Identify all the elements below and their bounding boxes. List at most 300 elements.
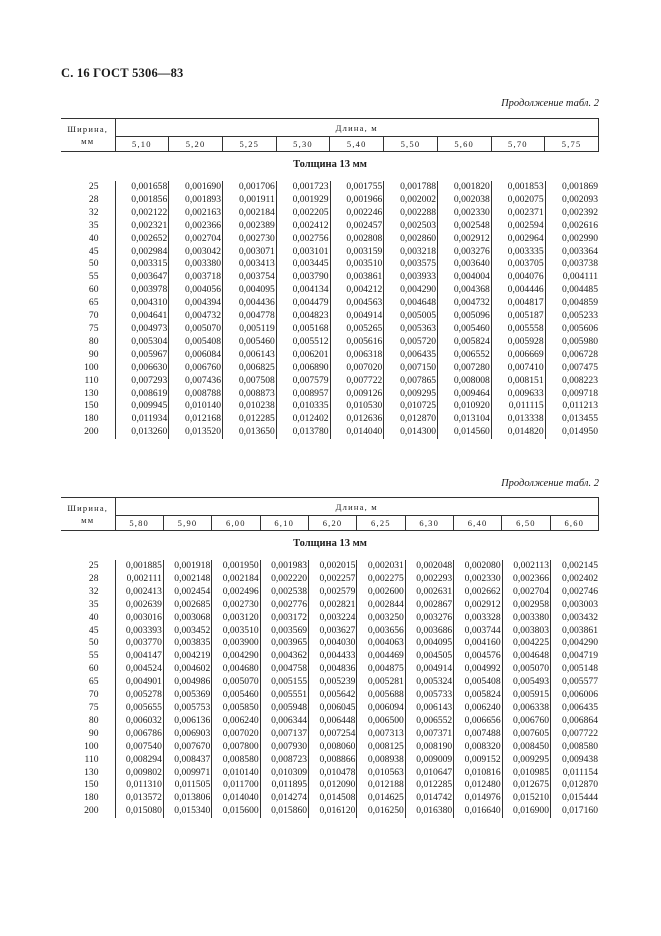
mass-value: 0,004817 xyxy=(491,297,545,310)
mass-value: 0,007930 xyxy=(260,741,308,754)
mass-value: 0,002548 xyxy=(438,220,492,233)
mass-value: 0,006344 xyxy=(260,715,308,728)
length-value: 5,75 xyxy=(545,137,599,152)
mass-value: 0,002371 xyxy=(491,207,545,220)
mass-value: 0,003218 xyxy=(384,246,438,259)
mass-value: 0,008580 xyxy=(212,754,260,767)
mass-value: 0,004095 xyxy=(405,637,453,650)
width-value: 60 xyxy=(88,663,99,675)
mass-value: 0,003315 xyxy=(115,258,169,271)
mass-value: 0,008190 xyxy=(405,741,453,754)
mass-value: 0,002958 xyxy=(502,599,550,612)
mass-value: 0,004641 xyxy=(115,310,169,323)
table-block-1 xyxy=(61,118,599,438)
continuation-note-1: Продолжение табл. 2 xyxy=(501,98,599,109)
length-value: 6,50 xyxy=(502,516,550,531)
mass-value: 0,002867 xyxy=(405,599,453,612)
mass-value: 0,004290 xyxy=(212,650,260,663)
mass-value: 0,003754 xyxy=(223,271,277,284)
table-row xyxy=(61,728,599,741)
length-value: 6,40 xyxy=(453,516,501,531)
mass-value: 0,004602 xyxy=(163,663,211,676)
mass-value: 0,006552 xyxy=(405,715,453,728)
mass-value: 0,002496 xyxy=(212,586,260,599)
mass-value: 0,003770 xyxy=(115,637,163,650)
table-row xyxy=(61,741,599,754)
mass-value: 0,009945 xyxy=(115,400,169,413)
mass-value: 0,007579 xyxy=(276,375,330,388)
mass-value: 0,006825 xyxy=(223,362,277,375)
mass-value: 0,002163 xyxy=(169,207,223,220)
mass-value: 0,002844 xyxy=(357,599,405,612)
mass-value: 0,014274 xyxy=(260,792,308,805)
width-value: 65 xyxy=(88,676,99,688)
mass-value: 0,004219 xyxy=(163,650,211,663)
mass-value: 0,001856 xyxy=(115,194,169,207)
mass-value: 0,008938 xyxy=(357,754,405,767)
mass-value: 0,001929 xyxy=(276,194,330,207)
mass-value: 0,003705 xyxy=(491,258,545,271)
mass-value: 0,005688 xyxy=(357,689,405,702)
mass-value: 0,003364 xyxy=(545,246,599,259)
mass-value: 0,003569 xyxy=(260,625,308,638)
mass-value: 0,002704 xyxy=(502,586,550,599)
mass-value: 0,001690 xyxy=(169,181,223,194)
mass-value: 0,002912 xyxy=(454,599,502,612)
length-header: Длина, м xyxy=(115,498,599,516)
length-value: 5,40 xyxy=(330,137,384,152)
width-value: 40 xyxy=(88,232,99,244)
mass-value: 0,006448 xyxy=(309,715,357,728)
mass-value: 0,006500 xyxy=(357,715,405,728)
width-value: 150 xyxy=(84,400,99,412)
mass-value: 0,002288 xyxy=(384,207,438,220)
mass-value: 0,015860 xyxy=(260,805,308,818)
mass-value: 0,004433 xyxy=(309,650,357,663)
table-1-body xyxy=(61,181,599,439)
mass-value: 0,006903 xyxy=(163,728,211,741)
mass-value: 0,009633 xyxy=(491,388,545,401)
thickness-label: Толщина 13 мм xyxy=(293,538,367,549)
mass-value: 0,001869 xyxy=(545,181,599,194)
mass-value: 0,005233 xyxy=(545,310,599,323)
table-row xyxy=(61,625,599,638)
length-value: 6,00 xyxy=(212,516,260,531)
mass-value: 0,002330 xyxy=(438,207,492,220)
length-value: 6,10 xyxy=(260,516,308,531)
table-1-header xyxy=(61,118,599,152)
mass-value: 0,009126 xyxy=(330,388,384,401)
mass-value: 0,003510 xyxy=(212,625,260,638)
mass-value: 0,004485 xyxy=(545,284,599,297)
mass-value: 0,005278 xyxy=(115,689,163,702)
mass-value: 0,006143 xyxy=(223,349,277,362)
mass-value: 0,003790 xyxy=(276,271,330,284)
mass-value: 0,003647 xyxy=(115,271,169,284)
mass-value: 0,004160 xyxy=(454,637,502,650)
mass-value: 0,011505 xyxy=(163,779,211,792)
mass-value: 0,003656 xyxy=(357,625,405,638)
width-value: 80 xyxy=(88,714,99,726)
mass-value: 0,004648 xyxy=(502,650,550,663)
mass-value: 0,002413 xyxy=(115,586,163,599)
width-value: 90 xyxy=(88,727,99,739)
mass-value: 0,007313 xyxy=(357,728,405,741)
mass-value: 0,004563 xyxy=(330,297,384,310)
mass-value: 0,003224 xyxy=(309,612,357,625)
mass-value: 0,013104 xyxy=(438,413,492,426)
mass-value: 0,004004 xyxy=(438,271,492,284)
mass-value: 0,003738 xyxy=(545,258,599,271)
mass-value: 0,006864 xyxy=(551,715,599,728)
width-value: 32 xyxy=(88,206,99,218)
mass-value: 0,004505 xyxy=(405,650,453,663)
mass-value: 0,005753 xyxy=(163,702,211,715)
table-block-2 xyxy=(61,497,599,817)
mass-value: 0,003068 xyxy=(163,612,211,625)
mass-value: 0,001893 xyxy=(169,194,223,207)
mass-value: 0,006006 xyxy=(551,689,599,702)
mass-value: 0,003627 xyxy=(309,625,357,638)
mass-value: 0,007540 xyxy=(115,741,163,754)
mass-value: 0,004758 xyxy=(260,663,308,676)
mass-value: 0,015444 xyxy=(551,792,599,805)
mass-value: 0,002860 xyxy=(384,233,438,246)
width-column-header: Ширина, мм xyxy=(61,498,115,531)
mass-value: 0,010647 xyxy=(405,767,453,780)
table-row xyxy=(61,689,599,702)
mass-value: 0,003978 xyxy=(115,284,169,297)
table-2-body xyxy=(61,560,599,818)
mass-value: 0,008125 xyxy=(357,741,405,754)
width-value: 55 xyxy=(88,650,99,662)
mass-value: 0,005720 xyxy=(384,336,438,349)
mass-value: 0,002600 xyxy=(357,586,405,599)
width-value: 65 xyxy=(88,297,99,309)
table-row xyxy=(61,362,599,375)
mass-value: 0,014040 xyxy=(330,426,384,439)
mass-value: 0,014820 xyxy=(491,426,545,439)
mass-value: 0,002184 xyxy=(212,573,260,586)
mass-value: 0,009971 xyxy=(163,767,211,780)
mass-value: 0,005096 xyxy=(438,310,492,323)
mass-value: 0,005512 xyxy=(276,336,330,349)
mass-value: 0,012285 xyxy=(223,413,277,426)
mass-value: 0,006201 xyxy=(276,349,330,362)
mass-value: 0,008866 xyxy=(309,754,357,767)
mass-value: 0,005655 xyxy=(115,702,163,715)
mass-value: 0,014560 xyxy=(438,426,492,439)
mass-value: 0,003744 xyxy=(454,625,502,638)
mass-value: 0,002275 xyxy=(357,573,405,586)
table-row xyxy=(61,779,599,792)
length-value: 5,80 xyxy=(115,516,163,531)
mass-value: 0,015210 xyxy=(502,792,550,805)
mass-value: 0,004310 xyxy=(115,297,169,310)
mass-value: 0,015080 xyxy=(115,805,163,818)
mass-value: 0,004368 xyxy=(438,284,492,297)
mass-value: 0,002984 xyxy=(115,246,169,259)
mass-value: 0,002990 xyxy=(545,233,599,246)
mass-value: 0,002366 xyxy=(169,220,223,233)
mass-value: 0,004063 xyxy=(357,637,405,650)
mass-value: 0,002075 xyxy=(491,194,545,207)
mass-value: 0,002964 xyxy=(491,233,545,246)
mass-value: 0,003718 xyxy=(169,271,223,284)
mass-value: 0,002746 xyxy=(551,586,599,599)
mass-value: 0,007020 xyxy=(212,728,260,741)
mass-value: 0,003016 xyxy=(115,612,163,625)
mass-value: 0,002776 xyxy=(260,599,308,612)
thickness-label: Толщина 13 мм xyxy=(293,159,367,170)
mass-value: 0,005493 xyxy=(502,676,550,689)
mass-value: 0,004076 xyxy=(491,271,545,284)
mass-value: 0,001966 xyxy=(330,194,384,207)
width-value: 45 xyxy=(88,245,99,257)
table-row xyxy=(61,349,599,362)
table-row xyxy=(61,663,599,676)
mass-value: 0,011115 xyxy=(491,400,545,413)
mass-value: 0,007865 xyxy=(384,375,438,388)
length-value: 6,20 xyxy=(308,516,356,531)
mass-value: 0,005948 xyxy=(260,702,308,715)
mass-value: 0,010563 xyxy=(357,767,405,780)
mass-value: 0,014742 xyxy=(405,792,453,805)
mass-value: 0,014625 xyxy=(357,792,405,805)
table-row xyxy=(61,560,599,573)
mass-value: 0,007371 xyxy=(405,728,453,741)
mass-value: 0,005551 xyxy=(260,689,308,702)
mass-value: 0,002730 xyxy=(212,599,260,612)
mass-value: 0,002015 xyxy=(309,560,357,573)
mass-value: 0,008151 xyxy=(491,375,545,388)
mass-value: 0,005460 xyxy=(438,323,492,336)
length-value: 6,30 xyxy=(405,516,453,531)
mass-value: 0,005070 xyxy=(212,676,260,689)
mass-value: 0,005577 xyxy=(551,676,599,689)
width-value: 130 xyxy=(84,387,99,399)
mass-value: 0,012480 xyxy=(454,779,502,792)
mass-value: 0,003042 xyxy=(169,246,223,259)
mass-value: 0,014300 xyxy=(384,426,438,439)
mass-value: 0,012168 xyxy=(169,413,223,426)
mass-value: 0,006435 xyxy=(384,349,438,362)
table-row xyxy=(61,207,599,220)
mass-value: 0,002080 xyxy=(454,560,502,573)
mass-value: 0,001853 xyxy=(491,181,545,194)
mass-value: 0,016250 xyxy=(357,805,405,818)
mass-value: 0,010309 xyxy=(260,767,308,780)
mass-value: 0,012870 xyxy=(384,413,438,426)
width-value: 45 xyxy=(88,624,99,636)
mass-value: 0,004030 xyxy=(309,637,357,650)
length-value: 5,90 xyxy=(163,516,211,531)
width-value: 70 xyxy=(88,310,99,322)
mass-value: 0,003510 xyxy=(330,258,384,271)
table-row xyxy=(61,194,599,207)
mass-value: 0,008619 xyxy=(115,388,169,401)
table-row xyxy=(61,246,599,259)
mass-value: 0,007254 xyxy=(309,728,357,741)
mass-value: 0,013520 xyxy=(169,426,223,439)
mass-value: 0,010140 xyxy=(169,400,223,413)
table-row xyxy=(61,426,599,439)
mass-value: 0,004576 xyxy=(454,650,502,663)
mass-value: 0,003575 xyxy=(384,258,438,271)
mass-value: 0,008320 xyxy=(454,741,502,754)
table-row xyxy=(61,375,599,388)
mass-value: 0,017160 xyxy=(551,805,599,818)
mass-value: 0,004732 xyxy=(438,297,492,310)
mass-value: 0,010530 xyxy=(330,400,384,413)
length-value: 5,10 xyxy=(115,137,169,152)
mass-value: 0,008723 xyxy=(260,754,308,767)
mass-value: 0,006760 xyxy=(502,715,550,728)
mass-value: 0,004362 xyxy=(260,650,308,663)
mass-value: 0,002454 xyxy=(163,586,211,599)
mass-value: 0,007722 xyxy=(551,728,599,741)
mass-value: 0,003445 xyxy=(276,258,330,271)
mass-value: 0,006094 xyxy=(357,702,405,715)
mass-value: 0,013338 xyxy=(491,413,545,426)
mass-value: 0,015340 xyxy=(163,805,211,818)
mass-value: 0,011700 xyxy=(212,779,260,792)
table-row xyxy=(61,715,599,728)
mass-value: 0,007800 xyxy=(212,741,260,754)
mass-value: 0,002048 xyxy=(405,560,453,573)
mass-value: 0,006656 xyxy=(454,715,502,728)
mass-value: 0,002503 xyxy=(384,220,438,233)
mass-value: 0,003861 xyxy=(330,271,384,284)
mass-value: 0,006318 xyxy=(330,349,384,362)
width-value: 28 xyxy=(88,572,99,584)
table-row xyxy=(61,805,599,818)
mass-value: 0,002457 xyxy=(330,220,384,233)
mass-value: 0,007475 xyxy=(545,362,599,375)
mass-value: 0,009718 xyxy=(545,388,599,401)
mass-value: 0,004469 xyxy=(357,650,405,663)
mass-value: 0,006143 xyxy=(405,702,453,715)
mass-value: 0,005408 xyxy=(169,336,223,349)
length-value: 6,25 xyxy=(357,516,405,531)
table-row xyxy=(61,388,599,401)
mass-value: 0,003159 xyxy=(330,246,384,259)
mass-value: 0,004901 xyxy=(115,676,163,689)
table-row xyxy=(61,650,599,663)
table-row xyxy=(61,637,599,650)
mass-value: 0,002652 xyxy=(115,233,169,246)
mass-value: 0,004836 xyxy=(309,663,357,676)
mass-value: 0,011154 xyxy=(551,767,599,780)
mass-value: 0,004225 xyxy=(502,637,550,650)
mass-value: 0,012870 xyxy=(551,779,599,792)
width-value: 100 xyxy=(84,361,99,373)
mass-value: 0,004875 xyxy=(357,663,405,676)
mass-value: 0,002639 xyxy=(115,599,163,612)
mass-value: 0,013806 xyxy=(163,792,211,805)
table-row xyxy=(61,400,599,413)
mass-value: 0,007293 xyxy=(115,375,169,388)
mass-value: 0,008450 xyxy=(502,741,550,754)
mass-value: 0,008223 xyxy=(545,375,599,388)
mass-value: 0,004914 xyxy=(405,663,453,676)
mass-value: 0,002389 xyxy=(223,220,277,233)
mass-value: 0,003861 xyxy=(551,625,599,638)
mass-value: 0,011895 xyxy=(260,779,308,792)
mass-value: 0,001911 xyxy=(223,194,277,207)
width-value: 180 xyxy=(84,413,99,425)
mass-value: 0,003965 xyxy=(260,637,308,650)
width-value: 110 xyxy=(84,374,99,386)
mass-value: 0,004134 xyxy=(276,284,330,297)
table-row xyxy=(61,792,599,805)
mass-value: 0,007280 xyxy=(438,362,492,375)
mass-value: 0,001658 xyxy=(115,181,169,194)
mass-value: 0,003328 xyxy=(454,612,502,625)
mass-value: 0,006240 xyxy=(454,702,502,715)
mass-value: 0,002257 xyxy=(309,573,357,586)
width-value: 25 xyxy=(88,560,99,571)
mass-value: 0,004648 xyxy=(384,297,438,310)
mass-value: 0,016380 xyxy=(405,805,453,818)
length-value: 5,25 xyxy=(222,137,276,152)
mass-value: 0,006786 xyxy=(115,728,163,741)
table-row xyxy=(61,284,599,297)
width-value: 32 xyxy=(88,585,99,597)
mass-value: 0,002616 xyxy=(545,220,599,233)
mass-value: 0,005460 xyxy=(212,689,260,702)
mass-value: 0,009009 xyxy=(405,754,453,767)
width-value: 150 xyxy=(84,779,99,791)
mass-value: 0,002392 xyxy=(545,207,599,220)
mass-value: 0,008788 xyxy=(169,388,223,401)
mass-value: 0,004778 xyxy=(223,310,277,323)
mass-value: 0,005915 xyxy=(502,689,550,702)
mass-value: 0,006032 xyxy=(115,715,163,728)
mass-value: 0,002685 xyxy=(163,599,211,612)
width-value: 40 xyxy=(88,611,99,623)
length-value: 5,50 xyxy=(384,137,438,152)
mass-value: 0,003686 xyxy=(405,625,453,638)
mass-value: 0,004111 xyxy=(545,271,599,284)
width-value: 130 xyxy=(84,766,99,778)
mass-value: 0,008060 xyxy=(309,741,357,754)
mass-value: 0,007605 xyxy=(502,728,550,741)
mass-value: 0,007410 xyxy=(491,362,545,375)
mass-value: 0,003276 xyxy=(405,612,453,625)
width-value: 60 xyxy=(88,284,99,296)
mass-value: 0,005460 xyxy=(223,336,277,349)
mass-value: 0,001723 xyxy=(276,181,330,194)
mass-value: 0,006552 xyxy=(438,349,492,362)
mass-value: 0,009802 xyxy=(115,767,163,780)
mass-value: 0,009295 xyxy=(384,388,438,401)
mass-value: 0,004859 xyxy=(545,297,599,310)
table-row xyxy=(61,676,599,689)
mass-value: 0,011213 xyxy=(545,400,599,413)
mass-value: 0,003803 xyxy=(502,625,550,638)
mass-value: 0,007150 xyxy=(384,362,438,375)
mass-value: 0,006890 xyxy=(276,362,330,375)
mass-value: 0,010478 xyxy=(309,767,357,780)
mass-value: 0,010140 xyxy=(212,767,260,780)
mass-value: 0,001918 xyxy=(163,560,211,573)
mass-value: 0,010335 xyxy=(276,400,330,413)
mass-value: 0,002594 xyxy=(491,220,545,233)
mass-value: 0,005148 xyxy=(551,663,599,676)
mass-value: 0,004446 xyxy=(491,284,545,297)
mass-value: 0,005168 xyxy=(276,323,330,336)
